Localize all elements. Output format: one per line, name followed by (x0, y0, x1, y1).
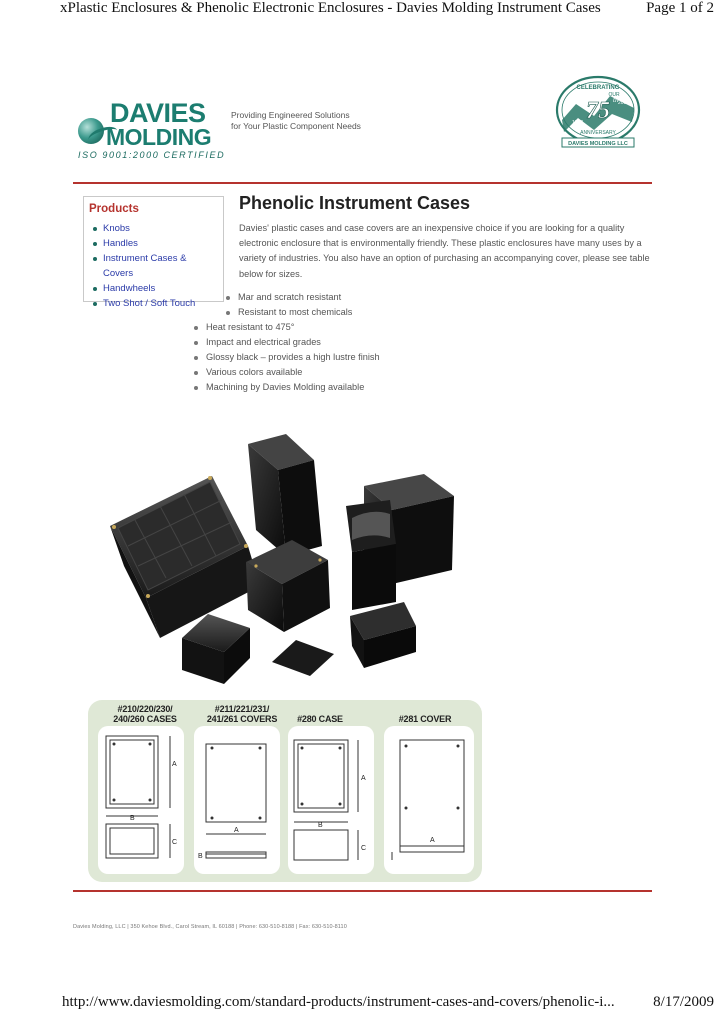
tagline-line-2: for Your Plastic Component Needs (231, 121, 361, 131)
feature-item: Various colors available (190, 365, 380, 380)
diagram-label-281-cover: #281 COVER (398, 714, 452, 724)
header-divider (73, 182, 652, 184)
print-url: http://www.daviesmolding.com/standard-products/instrument-cases-and-covers/phenolic-i... (62, 994, 615, 1010)
anniversary-badge-graphic (554, 74, 642, 150)
davies-molding-logo[interactable] (76, 100, 226, 166)
sidebar-item-handwheels[interactable]: Handwheels (89, 281, 217, 296)
feature-item: Machining by Davies Molding available (190, 380, 380, 395)
feature-item: Glossy black – provides a high lustre finish (190, 350, 380, 365)
print-header (0, 0, 720, 22)
feature-item: Impact and electrical grades (190, 335, 380, 350)
products-sidebar (83, 196, 224, 309)
sidebar-item-knobs[interactable]: Knobs (89, 221, 217, 236)
badge-th: th (613, 96, 619, 104)
anniversary-badge (554, 74, 642, 150)
feature-item: Mar and scratch resistant (222, 290, 380, 305)
page-title: Phenolic Instrument Cases (239, 193, 471, 213)
diagram-label-280-case: #280 CASE (297, 714, 343, 724)
dim-b-cases: B (130, 815, 135, 822)
dim-a-cases: A (172, 761, 177, 768)
dim-c-280: C (361, 845, 367, 852)
diagram-label-covers: #211/221/231/ 241/261 COVERS (206, 704, 278, 724)
feature-item: Resistant to most chemicals (222, 305, 380, 320)
dim-b-280: B (318, 822, 323, 829)
dim-a-280: A (361, 775, 366, 782)
badge-year-start: 1933 (572, 120, 584, 126)
badge-year-end: 2008 (618, 100, 630, 106)
company-address: Davies Molding, LLC | 350 Kehoe Blvd., Carol Stream, IL 60188 | Phone: 630-510-8188 | Fax: 630-510-8110 (73, 924, 347, 930)
badge-our: OUR (608, 92, 620, 98)
instrument-cases-illustration (90, 426, 470, 688)
logo-word-davies: DAVIES (110, 98, 206, 128)
print-date: 8/17/2009 (653, 994, 714, 1010)
badge-celebrating: CELEBRATING (576, 85, 620, 91)
sidebar-title: Products (89, 203, 139, 215)
print-page-number: Page 1 of 2 (646, 0, 714, 16)
feature-list (190, 290, 380, 395)
tagline-line-1: Providing Engineered Solutions (231, 110, 350, 120)
feature-item: Heat resistant to 475° (190, 320, 380, 335)
iso-certification: ISO 9001:2000 CERTIFIED (78, 150, 226, 160)
sidebar-item-two-shot[interactable]: Two Shot / Soft Touch (89, 296, 217, 311)
sidebar-item-handles[interactable]: Handles (89, 236, 217, 251)
footer-divider (73, 890, 652, 892)
dim-b-covers: B (198, 853, 203, 860)
tagline (231, 110, 361, 132)
badge-company: DAVIES MOLDING LLC (568, 141, 628, 147)
diagram-label-cases: #210/220/230/ 240/260 CASES (113, 704, 177, 724)
dim-c-cases: C (172, 839, 178, 846)
dim-a-281: A (430, 837, 435, 844)
dimension-diagram-panel (88, 700, 482, 882)
badge-anniversary: ANNIVERSARY (580, 130, 616, 136)
logo-word-molding: MOLDING (106, 124, 212, 150)
sidebar-item-instrument-cases[interactable]: Instrument Cases & Covers (89, 251, 217, 281)
dimension-drawings (88, 700, 482, 882)
dim-a-covers: A (234, 827, 239, 834)
product-photo (90, 426, 470, 688)
print-footer (0, 994, 720, 1012)
intro-paragraph: Davies' plastic cases and case covers are an inexpensive choice if you are looking for a quality electronic enclosure that is environmentally friendly. These plastic enclosures have many uses by a variety of industries. You also have an option of purchasing an accompanying cover, please see table below for sizes. (239, 223, 650, 279)
print-page-title: xPlastic Enclosures & Phenolic Electronic Enclosures - Davies Molding Instrument Cases (60, 0, 601, 16)
badge-number: 75 (586, 98, 610, 124)
